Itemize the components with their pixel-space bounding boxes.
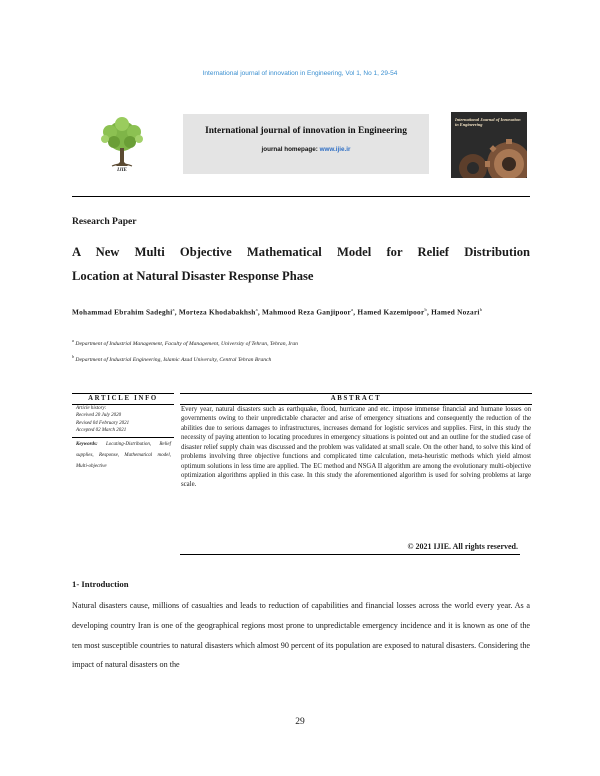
logo-caption: IJIE [117,168,127,173]
cover-title: International Journal of Innovation in Engineering [455,117,521,128]
journal-name: International journal of innovation in Engineering [205,126,407,136]
journal-homepage [183,146,429,153]
journal-title-box [183,114,429,174]
author-separator: , [257,307,262,317]
article-info-heading: ARTICLE INFO [88,395,158,402]
author-affiliation-mark: a [351,307,354,312]
keywords [76,440,171,472]
section-heading: 1- Introduction [72,579,129,589]
author-affiliation-mark: b [424,307,427,312]
journal-banner [72,112,530,178]
title-line-1: A New Multi Objective Mathematical Model for Relief Distribution [72,245,530,259]
author-affiliation-mark: b [479,307,483,312]
journal-cover-image [451,112,527,178]
journal-logo [72,112,172,178]
abstract-heading: ABSTRACT [330,395,382,402]
title-line-2: Location at Natural Disaster Response Phase [72,269,314,283]
introduction-text: Natural disasters cause, millions of casualties and leads to reduction of capabilities and financial losses across the world every year. As a developing country Iran is one of the geographical regions most prone to unpredictable emergency incidence and it is known as one of the ten most susceptible countries to natural disasters which almost 90 percent of its population are exposed to natural disasters. Considering the impact of natural disasters on the [72,601,530,670]
abstract-bottom-rule [180,554,520,555]
paper-title [72,240,530,288]
author-separator: , [353,307,358,317]
affiliation-mark: a [72,338,74,343]
author-separator: , [174,307,179,317]
affiliation-mark: b [72,354,74,359]
copyright-notice: © 2021 IJIE. All rights reserved. [407,542,518,551]
author-name: Mahmood Reza Ganjipoor [262,307,352,317]
author-separator: , [426,307,432,317]
abstract-text: Every year, natural disasters such as earthquake, flood, hurricane and etc. impose immense financial and humane losses on governments owing to their unpredictable character and arise of emergency situations and consequently the reduction of the abilities due to serious damages to infrastructures, increases demand for logistic services and supplies. First, in this study the necessity of paying attention to locating procedures in emergency situations is pointed out and an outline for the studied case of disaster relief supply chain was discussed and the problem was validated at small scale. On the other hand, to solve this kind of problems involving three objective functions and complicated time calculation, meta-heuristic methods which yield almost optimum solutions in less time are applied. The EC method and NSGA II algorithm are among the evolutionary multi-objective optimization algorithms applied in this case. In this study the aforementioned algorithm is used for solving problems at large scale. [181,406,531,489]
header-rule [72,196,530,197]
accepted-date: Accepted 02 March 2021 [76,428,127,434]
homepage-label: journal homepage: [261,146,318,153]
author-affiliation-mark: a [255,307,258,312]
homepage-link[interactable]: www.ijie.ir [319,146,351,153]
received-date: Received 20 July 2020 [76,413,122,419]
keywords-label: Keywords: [76,442,98,447]
affiliation-text: Department of Industrial Management, Faculty of Management, University of Tehran, Tehran, Iran [75,340,298,347]
affiliation [72,338,298,347]
affiliation-text: Department of Industrial Engineering, Islamic Azad University, Central Tehran Branch [75,356,272,363]
article-history [76,405,171,435]
author-affiliation-mark: a [172,307,175,312]
keywords-rule [72,437,174,438]
author-name: Morteza Khodabakhsh [178,307,256,317]
affiliation [72,354,271,363]
revised-date: Revised 04 February 2021 [76,420,130,426]
running-head: International journal of innovation in Engineering, Vol 1, No 1, 29-54 [202,70,398,77]
author-name: Hamed Nozari [431,307,480,317]
author-name: Mohammad Ebrahim Sadeghi [72,307,173,317]
author-list [72,304,530,318]
history-label: Article history: [76,406,107,411]
author-name: Hamed Kazemipoor [357,307,425,317]
keywords-text: Locating-Distribution, Relief supplies, Response, Mathematical model, Multi-objective [76,442,171,469]
abstract-rule [180,393,532,394]
page-number: 29 [295,717,305,727]
article-info-rule [72,393,174,394]
paper-type: Research Paper [72,216,137,227]
